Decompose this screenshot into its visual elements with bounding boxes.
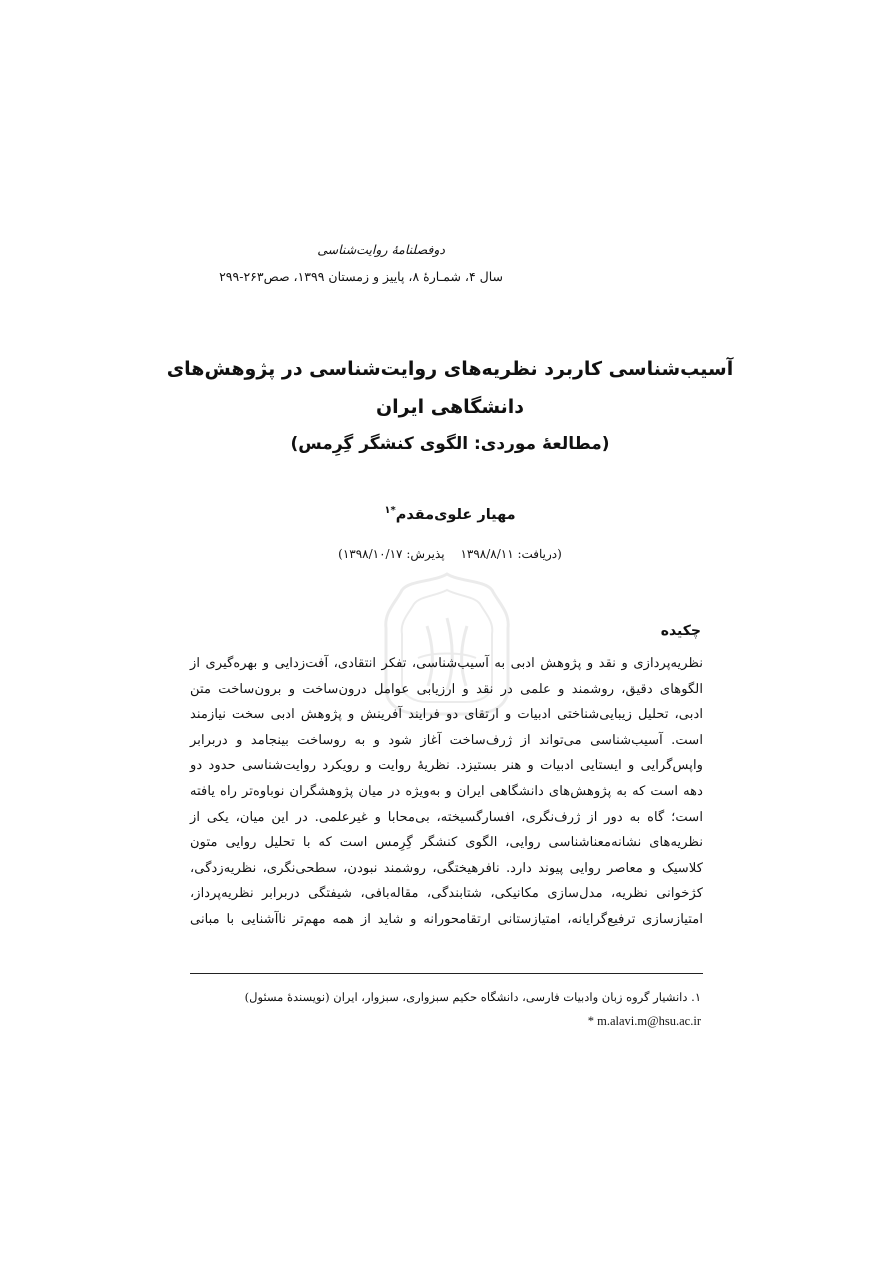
abstract-line: الگوهای دقیق، روشمند و علمی در نقد و ارزیابی عوامل درون‌ساخت و برون‌ساخت متن (190, 681, 703, 697)
title-line-1: آسیب‌شناسی کاربرد نظریه‌های روایت‌شناسی در پژوهش‌های (166, 358, 734, 380)
paper-subtitle: (مطالعهٔ موردی: الگوی کنشگر گِرِمس) (290, 434, 610, 454)
author-email: * m.alavi.m@hsu.ac.ir (587, 1014, 701, 1028)
abstract-body (190, 651, 703, 933)
paper-title (150, 350, 750, 462)
author-name: مهیار علوی‌مقدم (395, 506, 516, 523)
accepted-date: پذیرش: ۱۳۹۸/۱۰/۱۷) (338, 547, 445, 561)
footnotes (188, 985, 701, 1033)
abstract-heading: چکیده (660, 623, 701, 639)
author-affiliation-footnote: ۱. دانشیار گروه زبان وادبیات فارسی، دانشگاه حکیم سبزواری، سبزوار، ایران (نویسندهٔ مسئول) (244, 990, 701, 1004)
abstract-line: نظریه‌های نشانه‌معناشناسی روایی، الگوی کنشگر گِرِمس است که با تحلیل روایی متون (190, 835, 703, 851)
footnote-divider (190, 973, 703, 974)
journal-header (183, 240, 503, 288)
abstract-line: است؛ گاه به دور از ژرف‌نگری، افسارگسیخته، بی‌محابا و غیرعلمی. در این میان، یکی از (190, 809, 703, 825)
submission-dates (150, 547, 750, 561)
abstract-line: واپس‌گرایی و ایستایی ادبیات و هنر بستیزد. نظریهٔ روایت و رویکرد روایت‌شناسی حدود دو (190, 758, 703, 774)
journal-issue-info: سال ۴، شمـارهٔ ۸، پاییز و زمستان ۱۳۹۹، صص۲۶۳-۲۹۹ (219, 269, 503, 284)
abstract-line: است. آسیب‌شناسی می‌تواند از ژرف‌ساخت آغاز شود و به روساخت بینجامد و دربرابر (190, 732, 703, 748)
abstract-line: دهه است که به پژوهش‌های دانشگاهی ایران و به‌ویژه در میان پژوهشگران نوباوه‌تر راه یافته (190, 783, 703, 799)
abstract-line: نظریه‌پردازی و نقد و پژوهش ادبی به آسیب‌شناسی، تفکر انتقادی، آفت‌زدایی و بهره‌گیری از (190, 656, 703, 671)
abstract-line: کلاسیک و معاصر روایی پیوند دارد. نافرهیختگی، روشمند نبودن، سطحی‌نگری، نظریه‌زدگی، (190, 860, 703, 876)
journal-name: دوفصلنامهٔ روایت‌شناسی (317, 242, 445, 257)
received-date: (دریافت: ۱۳۹۸/۸/۱۱ (460, 547, 562, 561)
title-line-2: دانشگاهی ایران (375, 396, 525, 418)
abstract-line: ادبی، تحلیل زیبایی‌شناختی ادبیات و ارتقای دو فرایند آفرینش و پژوهش ادبی سخت نیازمند (190, 707, 703, 723)
abstract-line: امتیازسازی ترفیع‌گرایانه، امتیازستانی ارتقامحورانه و شاید از همه مهم‌تر ناآشنایی با مبانی (190, 911, 703, 927)
author-footnote-marker: *۱ (384, 505, 396, 516)
author-line (150, 505, 750, 523)
abstract-line: کژخوانی نظریه، مدل‌سازی مکانیکی، شتابندگی، مقاله‌بافی، شیفتگی دربرابر نظریه‌پرداز، (190, 886, 703, 902)
